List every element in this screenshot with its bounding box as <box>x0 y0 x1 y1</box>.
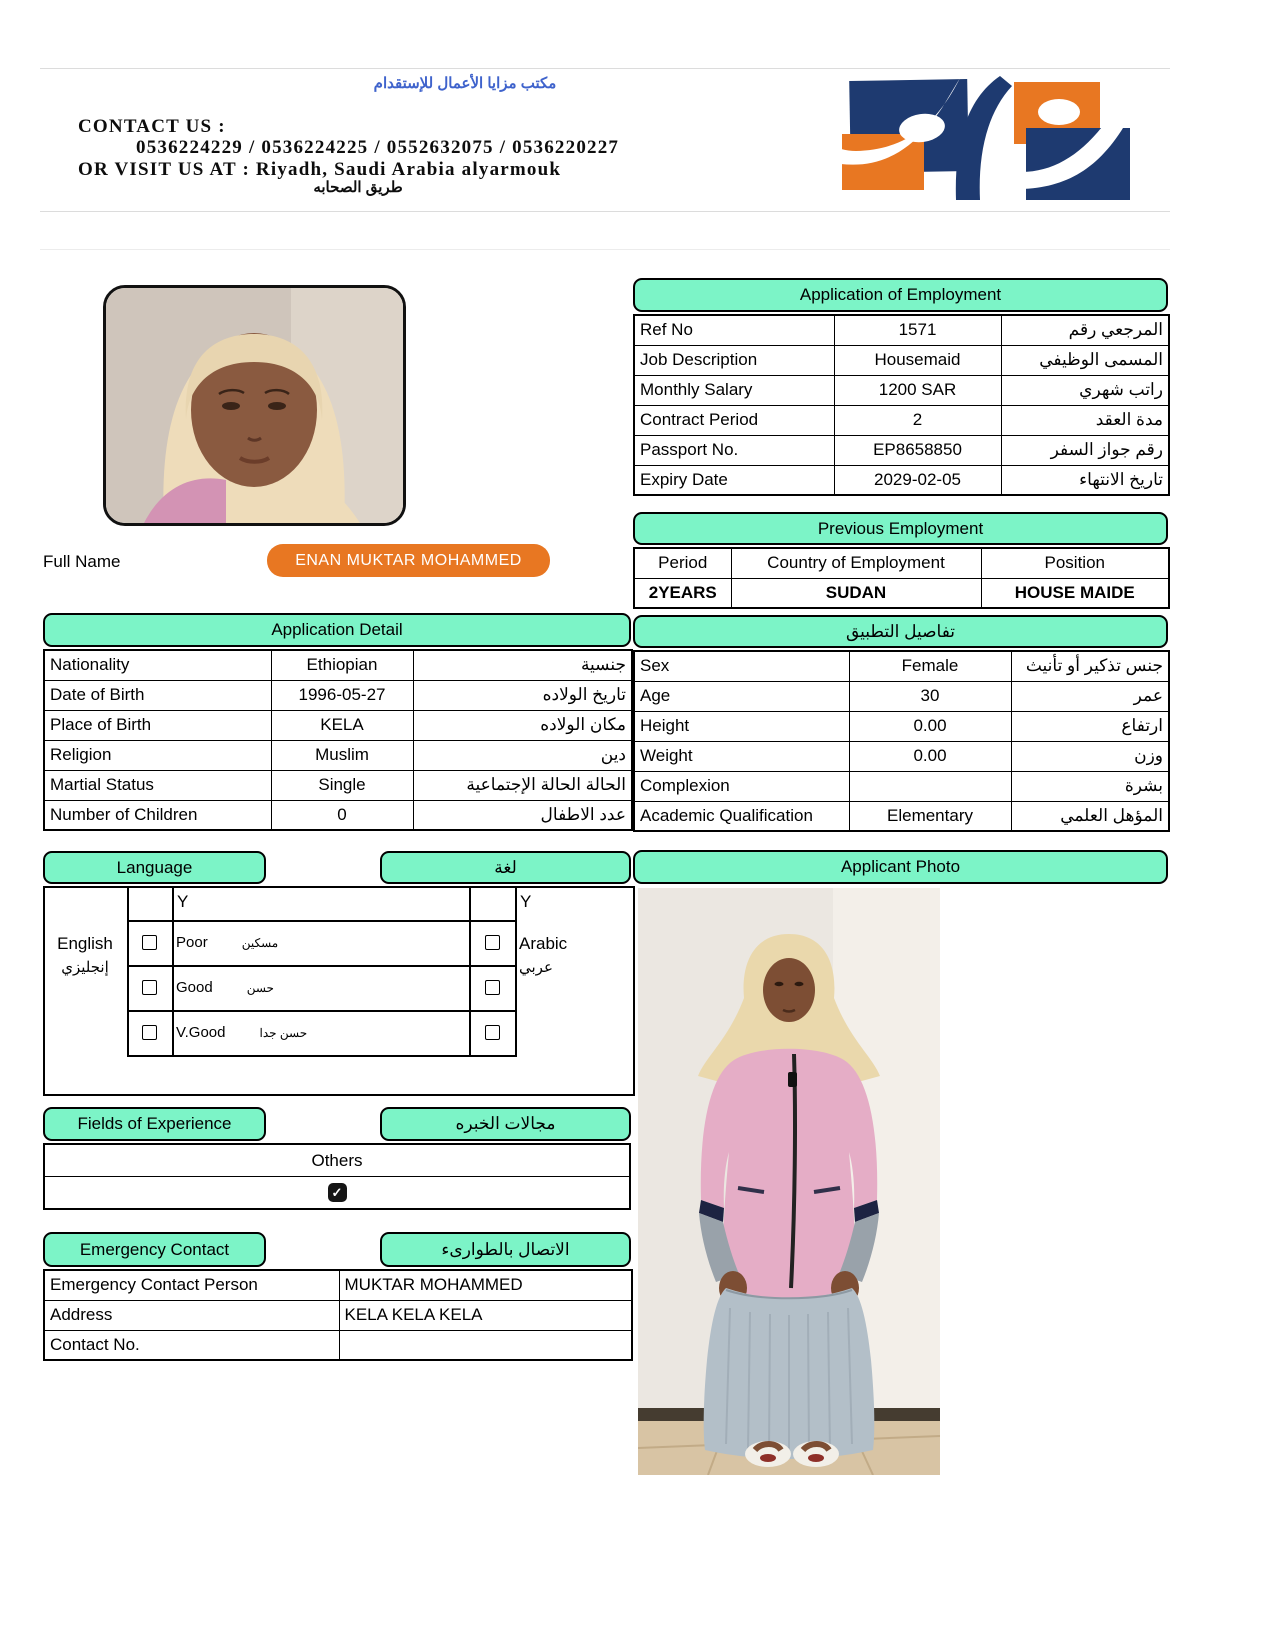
height-value: 0.00 <box>849 711 1011 741</box>
academic-qualification-value: Elementary <box>849 801 1011 831</box>
arabic-vgood-checkbox[interactable] <box>485 1025 500 1040</box>
application-detail-header-en: Application Detail <box>43 613 631 647</box>
period-column-header: Period <box>634 548 731 578</box>
applicant-headshot-photo <box>103 285 406 526</box>
contact-block <box>78 116 738 197</box>
complexion-label: Complexion <box>634 771 849 801</box>
ref-no-value: 1571 <box>834 315 1001 345</box>
employment-row <box>634 375 1169 405</box>
expiry-date-arabic: تاريخ الانتهاء <box>1001 465 1169 495</box>
content-top-divider <box>40 249 1170 250</box>
age-arabic: عمر <box>1011 681 1169 711</box>
contact-us-line: CONTACT US : <box>78 116 226 137</box>
vgood-label-ar: حسن جدا <box>259 1025 308 1040</box>
date-of-birth-label: Date of Birth <box>44 680 271 710</box>
english-good-checkbox[interactable] <box>142 980 157 995</box>
agency-title-arabic: مكتب مزايا الأعمال للإستقدام <box>373 75 557 92</box>
good-level-cell <box>176 965 466 1010</box>
language-header-en: Language <box>43 851 266 884</box>
employment-row <box>634 345 1169 375</box>
nationality-value: Ethiopian <box>271 650 413 680</box>
full-name-value-pill: ENAN MUKTAR MOHAMMED <box>267 544 550 577</box>
agency-logo <box>828 70 1140 206</box>
experience-others-value: Others <box>45 1145 629 1177</box>
monthly-salary-arabic: راتب شهري <box>1001 375 1169 405</box>
poor-label-en: Poor <box>176 934 208 951</box>
detail-row <box>44 710 632 740</box>
detail-row <box>44 800 632 830</box>
complexion-arabic: بشرة <box>1011 771 1169 801</box>
emergency-address-label: Address <box>44 1300 339 1330</box>
vgood-level-cell <box>176 1010 466 1055</box>
english-vgood-checkbox[interactable] <box>142 1025 157 1040</box>
language-grid-line <box>515 888 517 1055</box>
place-of-birth-value: KELA <box>271 710 413 740</box>
number-of-children-value: 0 <box>271 800 413 830</box>
age-label: Age <box>634 681 849 711</box>
detail-row <box>44 650 632 680</box>
fields-of-experience-header-ar: مجالات الخبره <box>380 1107 631 1141</box>
english-good-checkbox-cell <box>127 965 172 1010</box>
language-table <box>43 886 635 1096</box>
english-poor-checkbox-cell <box>127 920 172 965</box>
arabic-language-label <box>519 931 609 979</box>
english-vgood-checkbox-cell <box>127 1010 172 1055</box>
nationality-arabic: جنسية <box>413 650 632 680</box>
emergency-row <box>44 1330 632 1360</box>
age-value: 30 <box>849 681 1011 711</box>
monthly-salary-label: Monthly Salary <box>634 375 834 405</box>
contact-visit-line: OR VISIT US AT : Riyadh, Saudi Arabia alyarmouk <box>78 158 562 180</box>
sex-label: Sex <box>634 651 849 681</box>
religion-arabic: دين <box>413 740 632 770</box>
date-of-birth-arabic: تاريخ الولاده <box>413 680 632 710</box>
header-bottom-divider <box>40 211 1170 212</box>
employment-row <box>634 465 1169 495</box>
date-of-birth-value: 1996-05-27 <box>271 680 413 710</box>
applicant-photo-header: Applicant Photo <box>633 850 1168 884</box>
passport-no-value: EP8658850 <box>834 435 1001 465</box>
arabic-poor-checkbox[interactable] <box>485 935 500 950</box>
headshot-graphic <box>106 288 403 523</box>
country-value: SUDAN <box>731 578 981 608</box>
religion-label: Religion <box>44 740 271 770</box>
weight-label: Weight <box>634 741 849 771</box>
fields-of-experience-table <box>43 1143 631 1210</box>
emergency-row <box>44 1270 632 1300</box>
sex-value: Female <box>849 651 1011 681</box>
place-of-birth-arabic: مكان الولاده <box>413 710 632 740</box>
contact-phones: 0536224229 / 0536224225 / 0552632075 / 0536220227 <box>136 137 620 159</box>
passport-no-label: Passport No. <box>634 435 834 465</box>
employment-row <box>634 435 1169 465</box>
detail-row <box>634 771 1169 801</box>
martial-status-value: Single <box>271 770 413 800</box>
passport-no-arabic: رقم جواز السفر <box>1001 435 1169 465</box>
academic-qualification-label: Academic Qualification <box>634 801 849 831</box>
ref-no-label: Ref No <box>634 315 834 345</box>
job-description-label: Job Description <box>634 345 834 375</box>
ref-no-arabic: المرجعي رقم <box>1001 315 1169 345</box>
contract-period-label: Contract Period <box>634 405 834 435</box>
previous-employment-table <box>633 547 1170 609</box>
agency-logo-graphic <box>828 70 1140 206</box>
english-label-en: English <box>57 934 113 953</box>
contract-period-value: 2 <box>834 405 1001 435</box>
previous-employment-header: Previous Employment <box>633 512 1168 545</box>
emergency-contact-header-en: Emergency Contact <box>43 1232 266 1267</box>
expiry-date-label: Expiry Date <box>634 465 834 495</box>
previous-employment-values-row <box>634 578 1169 608</box>
arabic-flag-column-header: Y <box>520 892 532 911</box>
english-flag-column-header: Y <box>177 892 189 911</box>
height-label: Height <box>634 711 849 741</box>
poor-level-cell <box>176 920 466 965</box>
employment-row <box>634 315 1169 345</box>
vgood-label-en: V.Good <box>176 1024 226 1041</box>
arabic-good-checkbox[interactable] <box>485 980 500 995</box>
experience-others-checkbox-cell <box>45 1177 629 1208</box>
good-label-ar: حسن <box>246 980 274 995</box>
complexion-value <box>849 771 1011 801</box>
period-value: 2YEARS <box>634 578 731 608</box>
employment-row <box>634 405 1169 435</box>
religion-value: Muslim <box>271 740 413 770</box>
emergency-row <box>44 1300 632 1330</box>
detail-row <box>44 740 632 770</box>
header-top-divider <box>40 68 1170 69</box>
language-grid-line <box>127 1055 517 1057</box>
language-header-ar: لغة <box>380 851 631 884</box>
martial-status-arabic: الحالة الحالة الإجتماعية <box>413 770 632 800</box>
contract-period-arabic: مدة العقد <box>1001 405 1169 435</box>
number-of-children-arabic: عدد الاطفال <box>413 800 632 830</box>
arabic-vgood-checkbox-cell <box>469 1010 515 1055</box>
checkmark-icon: ✓ <box>331 1184 343 1200</box>
contact-address-arabic: طريق الصحابه <box>313 178 403 196</box>
job-description-arabic: المسمى الوظيفي <box>1001 345 1169 375</box>
emergency-address-value: KELA KELA KELA <box>339 1300 632 1330</box>
nationality-label: Nationality <box>44 650 271 680</box>
application-detail-table-left <box>43 649 633 831</box>
previous-employment-columns-row <box>634 548 1169 578</box>
english-language-label <box>45 931 125 979</box>
emergency-person-value: MUKTAR MOHAMMED <box>339 1270 632 1300</box>
detail-row <box>634 801 1169 831</box>
detail-row <box>44 770 632 800</box>
expiry-date-value: 2029-02-05 <box>834 465 1001 495</box>
arabic-label-en: Arabic <box>519 934 568 953</box>
detail-row <box>634 711 1169 741</box>
english-poor-checkbox[interactable] <box>142 935 157 950</box>
language-grid-line <box>172 888 174 1055</box>
experience-others-checkbox[interactable] <box>328 1183 347 1202</box>
arabic-poor-checkbox-cell <box>469 920 515 965</box>
application-detail-table-right <box>633 650 1170 832</box>
detail-row <box>634 741 1169 771</box>
country-column-header: Country of Employment <box>731 548 981 578</box>
fields-of-experience-header-en: Fields of Experience <box>43 1107 266 1141</box>
academic-qualification-arabic: المؤهل العلمي <box>1011 801 1169 831</box>
detail-row <box>634 651 1169 681</box>
weight-arabic: وزن <box>1011 741 1169 771</box>
arabic-label-ar: عربي <box>519 958 553 976</box>
number-of-children-label: Number of Children <box>44 800 271 830</box>
full-name-label: Full Name <box>43 552 121 571</box>
emergency-contact-no-label: Contact No. <box>44 1330 339 1360</box>
applicant-full-body-photo <box>638 888 940 1475</box>
detail-row <box>634 681 1169 711</box>
emergency-contact-table <box>43 1269 633 1361</box>
monthly-salary-value: 1200 SAR <box>834 375 1001 405</box>
position-column-header: Position <box>981 548 1169 578</box>
arabic-good-checkbox-cell <box>469 965 515 1010</box>
english-label-ar: إنجليزي <box>61 958 109 976</box>
place-of-birth-label: Place of Birth <box>44 710 271 740</box>
emergency-contact-no-value <box>339 1330 632 1360</box>
job-description-value: Housemaid <box>834 345 1001 375</box>
position-value: HOUSE MAIDE <box>981 578 1169 608</box>
emergency-contact-header-ar: الاتصال بالطوارىء <box>380 1232 631 1267</box>
poor-label-ar: مسكين <box>241 935 279 950</box>
height-arabic: ارتفاع <box>1011 711 1169 741</box>
martial-status-label: Martial Status <box>44 770 271 800</box>
employment-section-header: Application of Employment <box>633 278 1168 312</box>
emergency-person-label: Emergency Contact Person <box>44 1270 339 1300</box>
application-detail-header-ar: تفاصيل التطبيق <box>633 615 1168 648</box>
detail-row <box>44 680 632 710</box>
weight-value: 0.00 <box>849 741 1011 771</box>
employment-table <box>633 314 1170 496</box>
sex-arabic: جنس تذكير أو تأنيث <box>1011 651 1169 681</box>
good-label-en: Good <box>176 979 213 996</box>
full-body-photo-graphic <box>638 888 940 1475</box>
